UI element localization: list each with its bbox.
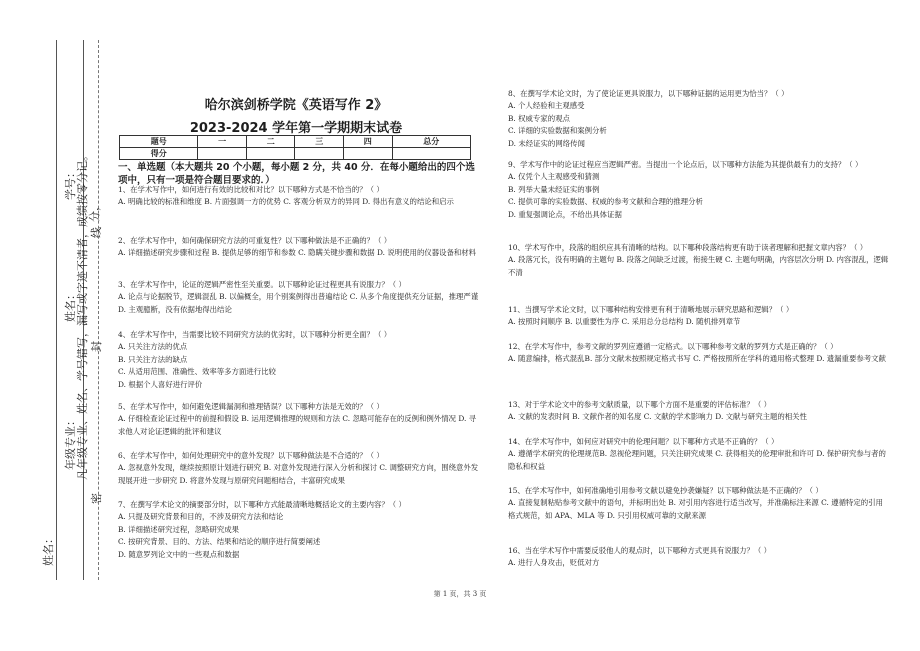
score-header-cell: 题号: [120, 136, 198, 148]
question-item: [118, 184, 480, 209]
page-footer: 第 1 页，共 3 页: [433, 590, 487, 598]
question-option: A. 只关注方法的优点: [118, 342, 188, 352]
question-item: [508, 399, 890, 424]
question-option: B. 权威专家的观点: [508, 113, 570, 123]
question-option: A. 只提及研究背景和目的，不涉及研究方法和结论: [118, 512, 284, 522]
margin-line-inner: [56, 40, 57, 580]
question-option: B. 列举大量未经证实的事例: [508, 184, 600, 194]
mi-mark: 密: [90, 493, 103, 504]
question-option: A. 个人经验和主观感受: [508, 101, 585, 111]
question-item: [118, 499, 480, 561]
question-option: D. 未经证实的网络传闻: [508, 138, 585, 148]
question-option: A. 遵循学术研究的伦理规范B. 忽视伦理问题，只关注研究成果 C. 获得相关的伦理审批和许可 D. 保护研究参与者的隐私和权益: [508, 449, 886, 471]
question-stem: 5、在学术写作中，如何避免逻辑漏洞和推理错误？以下哪种方法是无效的？（ ）: [118, 402, 384, 411]
score-row-label: 得分: [120, 148, 198, 160]
question-option: D. 重复强调论点，不给出具体证据: [508, 209, 622, 219]
question-option: D. 根据个人喜好进行评价: [118, 379, 203, 389]
question-option: A. 文献的发表时间 B. 文献作者的知名度 C. 文献的学术影响力 D. 文献与研究主题的相关性: [508, 412, 807, 422]
question-option: C. 提供可靠的实验数据、权威的参考文献和合理的推理分析: [508, 197, 703, 207]
question-stem: 15、在学术写作中，如何准确地引用参考文献以避免抄袭嫌疑？以下哪种做法是不正确的？（ ）: [508, 486, 823, 495]
score-header-cell: 总分: [392, 136, 470, 148]
question-item: [508, 545, 890, 570]
question-option: A. 详细描述研究步骤和过程 B. 提供足够的细节和参数 C. 隐瞒关键步骤和数据 D. 说明使用的仪器设备和材料: [118, 248, 477, 258]
score-cell: [246, 148, 295, 160]
ximing-label: 姓名：: [42, 533, 55, 566]
question-stem: 13、对于学术论文中的参考文献质量，以下哪个方面不是重要的评估标准？（ ）: [508, 400, 772, 409]
question-stem: 12、在学术写作中，参考文献的罗列应遵循一定格式。以下哪种参考文献的罗列方式是正确的？（ ）: [508, 342, 838, 351]
question-stem: 16、当在学术写作中需要反驳他人的观点时，以下哪种方式更具有说服力？（ ）: [508, 546, 772, 555]
question-option: A. 仅凭个人主观感受和猜测: [508, 172, 600, 182]
question-option: B. 详细描述研究过程，忽略研究成果: [118, 524, 239, 534]
score-header-cell: 四: [344, 136, 393, 148]
question-option: D. 随意罗列论文中的一些观点和数据: [118, 549, 240, 559]
question-option: A. 段落冗长，没有明确的主题句 B. 段落之间缺乏过渡，衔接生硬 C. 主题句明确，内容层次分明 D. 内容混乱，逻辑不清: [508, 255, 889, 277]
question-stem: 7、在撰写学术论文的摘要部分时，以下哪种方式能最清晰地概括论文的主要内容？（ ）: [118, 500, 406, 509]
question-stem: 8、在撰写学术论文时，为了使论证更具说服力，以下哪种证据的运用更为恰当？（ ）: [508, 89, 789, 98]
score-cell: [198, 148, 247, 160]
question-option: A. 进行人身攻击，贬低对方: [508, 558, 600, 568]
score-table-header-row: [120, 136, 471, 148]
question-item: [118, 450, 480, 487]
question-item: [508, 88, 890, 150]
question-option: A. 忽视意外发现，继续按照原计划进行研究 B. 对意外发现进行深入分析和探讨 C. 调整研究方向，围绕意外发现展开进一步研究 D. 将意外发现与原研究问题相结合，丰富研究成果: [118, 463, 479, 485]
question-item: [508, 304, 890, 329]
question-option: A. 直接复制粘贴参考文献中的语句，并标明出处 B. 对引用内容进行适当改写，并准确标注来源 C. 遵循特定的引用格式规范，如 APA、MLA 等 D. 只引用权威可靠的文献来源: [508, 498, 883, 520]
binding-warning: 凡年级专业、姓名、学号错写，漏写或字迹不清者，成绩按零分记。: [76, 150, 89, 480]
question-option: A. 仔细检查论证过程中的前提和假设 B. 运用逻辑推理的规则和方法 C. 忽略可能存在的反例和例外情况 D. 寻求他人对论证逻辑的批评和建议: [118, 414, 477, 436]
question-item: [508, 341, 890, 366]
question-item: [118, 279, 480, 316]
question-stem: 10、学术写作中，段落的组织应具有清晰的结构。以下哪种段落结构更有助于读者理解和把握文章内容？（ ）: [508, 243, 868, 252]
question-item: [118, 329, 480, 391]
score-header-cell: 三: [295, 136, 344, 148]
question-option: A. 按照时间顺序 B. 以重要性为序 C. 采用总分总结构 D. 随机排列章节: [508, 317, 741, 327]
section-heading: 一、单选题（本大题共 20 个小题，每小题 2 分，共 40 分．在每小题给出的四个选项中，只有一项是符合题目要求的．）: [118, 162, 475, 186]
score-cell: [344, 148, 393, 160]
xian-mark: 线: [90, 227, 103, 238]
nianji-label: 年级专业：: [64, 415, 77, 470]
fen-mark: 分，: [88, 200, 101, 222]
question-stem: 1、在学术写作中，如何进行有效的比较和对比？以下哪种方式是不恰当的？（ ）: [118, 185, 384, 194]
question-option: A. 随意编排，格式混乱B. 部分文献未按照规定格式书写 C. 严格按照所在学科的通用格式整理 D. 遗漏重要参考文献: [508, 354, 886, 364]
xuehao-label: 学号：: [64, 167, 77, 200]
score-table-score-row: [120, 148, 471, 160]
question-option: A. 论点与论据脱节，逻辑混乱 B. 以偏概全，用个别案例得出普遍结论 C. 从多个角度提供充分证据，推理严谨 D. 主观臆断，没有依据地得出结论: [118, 292, 479, 314]
feng-mark: 封: [90, 341, 103, 352]
question-stem: 2、在学术写作中，如何确保研究方法的可重复性？以下哪种做法是不正确的？（ ）: [118, 236, 392, 245]
score-cell: [295, 148, 344, 160]
score-table: [119, 135, 471, 160]
score-header-cell: 一: [198, 136, 247, 148]
question-option: B. 只关注方法的缺点: [118, 354, 188, 364]
question-option: C. 按研究背景、目的、方法、结果和结论的顺序进行简要阐述: [118, 537, 321, 547]
question-stem: 14、在学术写作中，如何应对研究中的伦理问题？以下哪种方式是不正确的？（ ）: [508, 437, 779, 446]
question-option: A. 明确比较的标准和维度 B. 片面强调一方的优势 C. 客观分析双方的异同 D. 得出有意义的结论和启示: [118, 197, 454, 207]
exam-title: 哈尔滨剑桥学院《英语写作 2》: [204, 98, 388, 113]
question-item: [508, 485, 890, 522]
question-item: [508, 242, 890, 279]
question-option: C. 从适用范围、准确性、效率等多方面进行比较: [118, 367, 276, 377]
question-option: C. 详细的实验数据和案例分析: [508, 126, 607, 136]
score-cell: [392, 148, 470, 160]
question-stem: 11、当撰写学术论文时，以下哪种结构安排更有利于清晰地展示研究思路和逻辑？（ ）: [508, 305, 794, 314]
question-stem: 3、在学术写作中，论证的逻辑严密性至关重要。以下哪种论证过程更具有说服力？（ ）: [118, 280, 406, 289]
question-item: [508, 159, 890, 221]
question-stem: 4、在学术写作中，当需要比较不同研究方法的优劣时，以下哪种分析更全面？（ ）: [118, 330, 392, 339]
question-item: [118, 401, 480, 438]
question-item: [508, 436, 890, 473]
exam-subtitle: 2023-2024 学年第一学期期末试卷: [189, 121, 403, 136]
xingming-label: 姓名：: [64, 289, 77, 322]
question-stem: 6、在学术写作中，如何处理研究中的意外发现？以下哪种做法是不合适的？（ ）: [118, 451, 384, 460]
score-header-cell: 二: [246, 136, 295, 148]
question-item: [118, 235, 480, 260]
question-stem: 9、学术写作中的论证过程应当逻辑严密。当提出一个论点后，以下哪种方法能为其提供最有力的支持？（ ）: [508, 160, 863, 169]
